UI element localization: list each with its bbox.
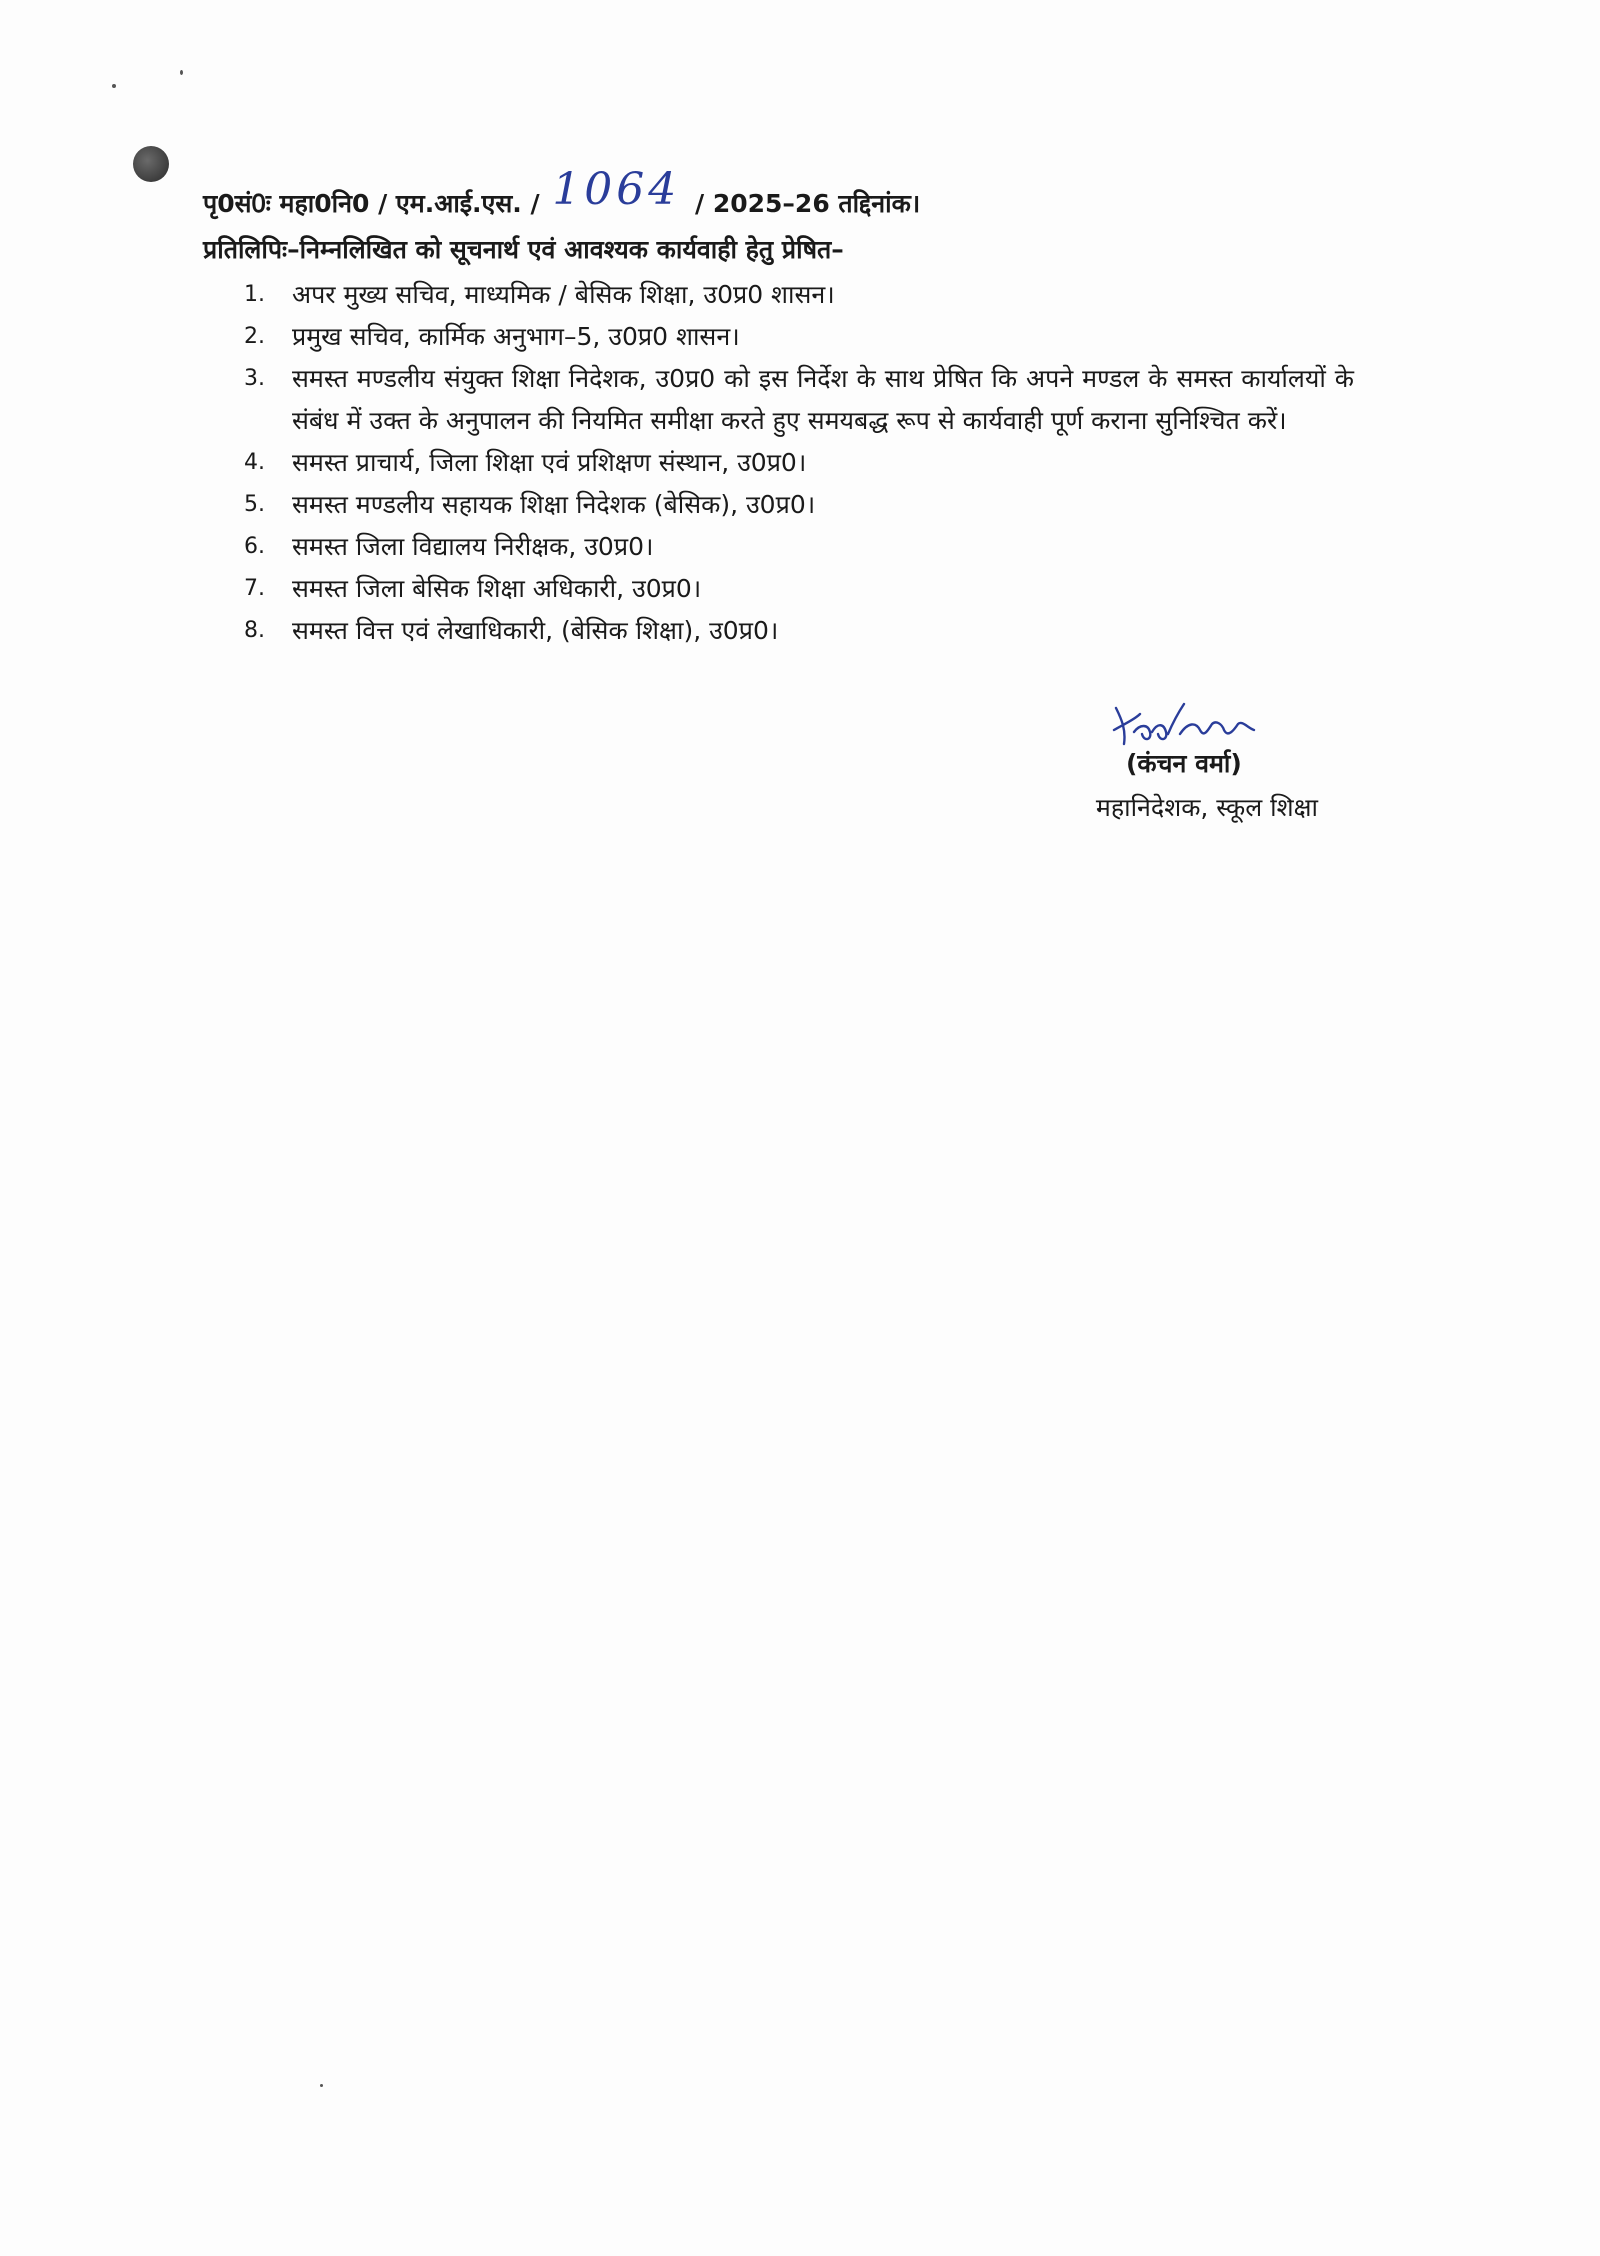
list-item xyxy=(244,484,1354,526)
list-item xyxy=(244,358,1354,442)
list-item-number: 3. xyxy=(244,366,265,391)
recipient-list xyxy=(244,274,1354,652)
reference-line xyxy=(203,164,921,234)
list-item xyxy=(244,568,1354,610)
scan-speck xyxy=(180,70,183,75)
list-item-number: 7. xyxy=(244,576,265,601)
list-item-number: 4. xyxy=(244,450,265,475)
list-item-number: 2. xyxy=(244,324,265,349)
signatory-name: (कंचन वर्मा) xyxy=(1126,749,1242,778)
copy-heading: प्रतिलिपिः–निम्नलिखित को सूचनार्थ एवं आवश्यक कार्यवाही हेतु प्रेषित– xyxy=(203,235,844,264)
signatory-designation: महानिदेशक, स्कूल शिक्षा xyxy=(1095,793,1318,822)
list-item-text: समस्त प्राचार्य, जिला शिक्षा एवं प्रशिक्षण संस्थान, उ0प्र0। xyxy=(292,448,807,477)
list-item-text: प्रमुख सचिव, कार्मिक अनुभाग–5, उ0प्र0 शासन। xyxy=(292,322,740,351)
list-item xyxy=(244,442,1354,484)
list-item-text: समस्त जिला विद्यालय निरीक्षक, उ0प्र0। xyxy=(292,532,654,561)
handwritten-reference-number: 1064 xyxy=(552,164,681,215)
list-item-text: समस्त जिला बेसिक शिक्षा अधिकारी, उ0प्र0। xyxy=(292,574,702,603)
list-item xyxy=(244,274,1354,316)
list-item xyxy=(244,316,1354,358)
scan-speck xyxy=(320,2084,323,2087)
reference-suffix: / 2025–26 तद्दिनांक। xyxy=(695,189,921,218)
list-item xyxy=(244,610,1354,652)
list-item-text: समस्त मण्डलीय सहायक शिक्षा निदेशक (बेसिक), उ0प्र0। xyxy=(292,490,816,519)
list-item-number: 5. xyxy=(244,492,265,517)
list-item-number: 8. xyxy=(244,618,265,643)
punch-hole xyxy=(133,146,169,182)
list-item-text: समस्त वित्त एवं लेखाधिकारी, (बेसिक शिक्षा), उ0प्र0। xyxy=(292,616,779,645)
list-item xyxy=(244,526,1354,568)
list-item-text: समस्त मण्डलीय संयुक्त शिक्षा निदेशक, उ0प्र0 को इस निर्देश के साथ प्रेषित कि अपने मण्डल के समस्त कार्यालयों के संबंध में उक्त के अनुपालन की नियमित समीक्षा करते हुए समयबद्ध रूप से कार्यवाही पूर्ण कराना सुनिश्चित करें। xyxy=(292,364,1354,435)
scan-speck xyxy=(112,84,116,88)
list-item-number: 1. xyxy=(244,282,265,307)
handwritten-signature xyxy=(1104,700,1304,750)
signature-block xyxy=(1018,700,1318,840)
list-item-text: अपर मुख्य सचिव, माध्यमिक / बेसिक शिक्षा, उ0प्र0 शासन। xyxy=(292,280,835,309)
list-item-number: 6. xyxy=(244,534,265,559)
reference-prefix: पृ0सं0ः महा0नि0 / एम.आई.एस. / xyxy=(203,189,540,218)
